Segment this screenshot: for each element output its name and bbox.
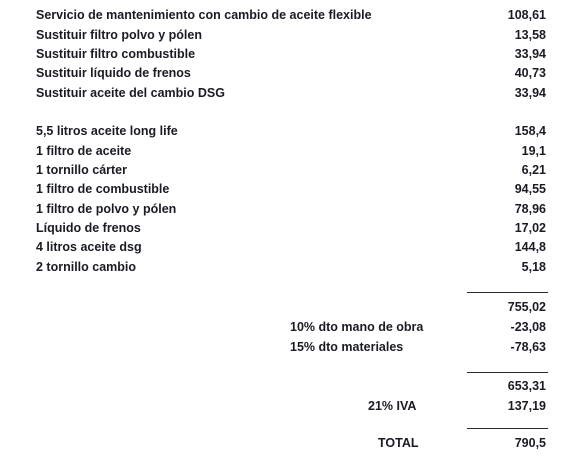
net-amount: 653,31	[507, 379, 546, 393]
line-item	[36, 26, 546, 44]
line-item-label: Sustituir filtro combustible	[36, 47, 196, 61]
line-item-amount: 13,58	[514, 28, 546, 42]
line-item-label: Sustituir líquido de frenos	[36, 66, 191, 80]
subtotal-row	[460, 298, 546, 316]
line-item-label: 1 filtro de polvo y pólen	[36, 202, 177, 216]
total-divider	[467, 428, 548, 429]
line-item-amount: 33,94	[514, 47, 546, 61]
discount-labor-amount: -23,08	[510, 320, 546, 334]
line-item-label: 1 filtro de aceite	[36, 144, 132, 158]
line-item-amount: 144,8	[514, 240, 546, 254]
net-row	[460, 377, 546, 395]
line-item-label: 4 litros aceite dsg	[36, 240, 142, 254]
vat-amount: 137,19	[507, 399, 546, 413]
line-item-label: 5,5 litros aceite long life	[36, 124, 178, 138]
line-item-amount: 158,4	[514, 124, 546, 138]
subtotal-amount: 755,02	[507, 300, 546, 314]
line-item	[36, 258, 546, 276]
line-item	[36, 64, 546, 82]
line-item	[36, 200, 546, 218]
vat-label: 21% IVA	[368, 399, 417, 413]
line-item	[36, 180, 546, 198]
line-item-amount: 78,96	[514, 202, 546, 216]
line-item-label: 1 filtro de combustible	[36, 182, 170, 196]
line-item-label: 1 tornillo cárter	[36, 163, 127, 177]
line-item-amount: 17,02	[514, 221, 546, 235]
subtotal-divider	[467, 292, 548, 293]
line-item	[36, 45, 546, 63]
discount-materials-amount: -78,63	[510, 340, 546, 354]
total-row	[378, 434, 546, 452]
line-item-amount: 40,73	[514, 66, 546, 80]
line-item-label: Servicio de mantenimiento con cambio de aceite flexible	[36, 8, 372, 22]
net-divider	[467, 372, 548, 373]
line-item-amount: 6,21	[521, 163, 546, 177]
line-item-amount: 33,94	[514, 86, 546, 100]
line-item-amount: 19,1	[521, 144, 546, 158]
line-item	[36, 122, 546, 140]
line-item	[36, 142, 546, 160]
line-item-amount: 108,61	[507, 8, 546, 22]
line-item	[36, 219, 546, 237]
total-amount: 790,5	[514, 436, 546, 450]
discount-labor-label: 10% dto mano de obra	[290, 320, 424, 334]
vat-row	[368, 397, 546, 415]
line-item	[36, 161, 546, 179]
discount-labor-row	[290, 318, 546, 336]
discount-materials-label: 15% dto materiales	[290, 340, 404, 354]
line-item	[36, 84, 546, 102]
line-item-label: Sustituir filtro polvo y pólen	[36, 28, 202, 42]
line-item-label: 2 tornillo cambio	[36, 260, 137, 274]
line-item-label: Sustituir aceite del cambio DSG	[36, 86, 225, 100]
line-item	[36, 6, 546, 24]
total-label: TOTAL	[378, 436, 419, 450]
line-item-amount: 94,55	[514, 182, 546, 196]
line-item-amount: 5,18	[521, 260, 546, 274]
line-item	[36, 238, 546, 256]
discount-materials-row	[290, 338, 546, 356]
line-item-label: Líquido de frenos	[36, 221, 141, 235]
